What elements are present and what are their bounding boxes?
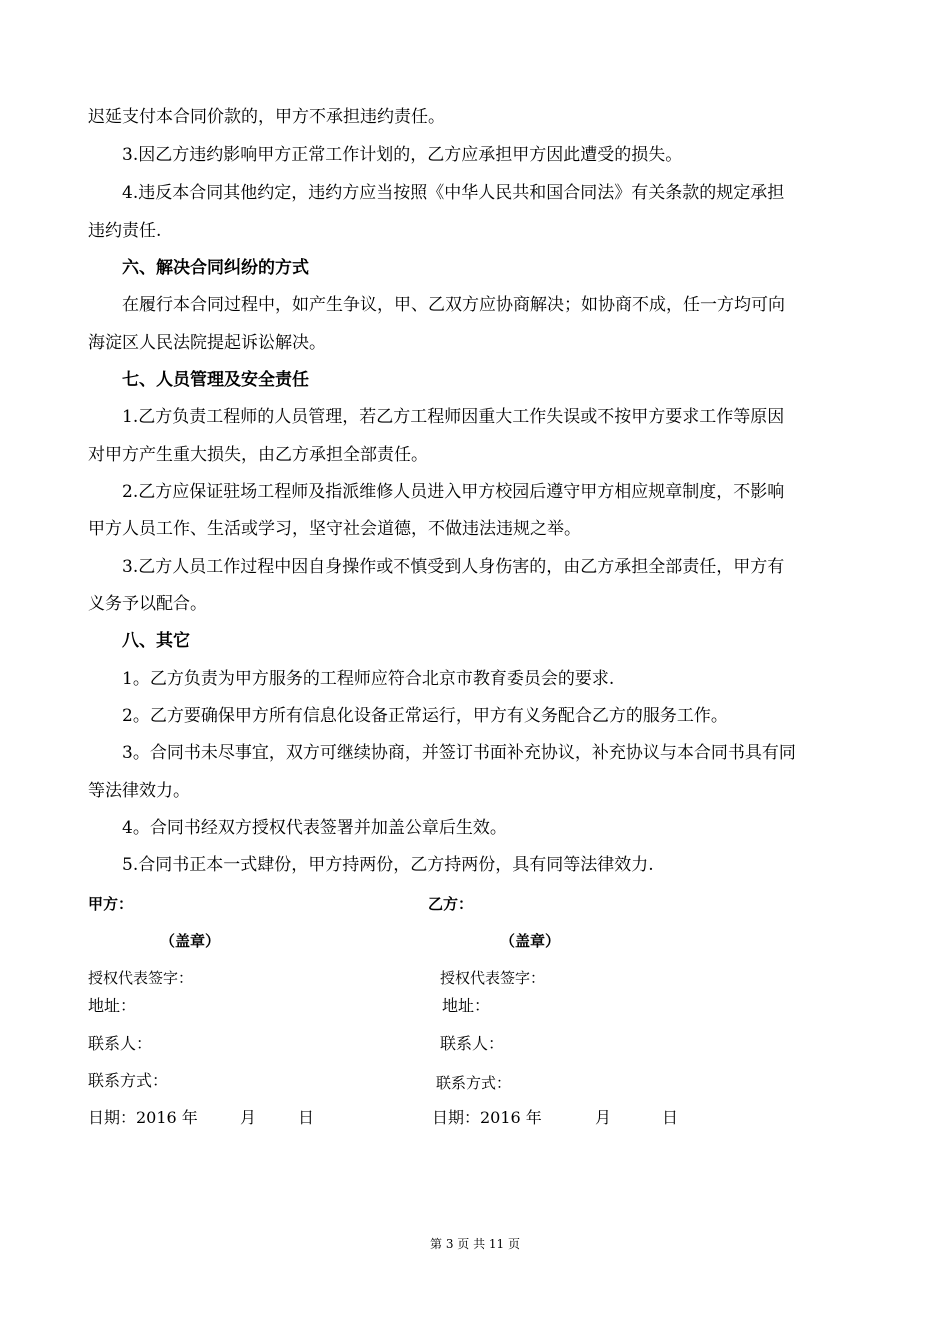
page-number-footer: 第 3 页 共 11 页: [430, 1237, 520, 1251]
party-a-date-day: 日: [298, 1108, 315, 1127]
party-b-seal: （盖章）: [500, 932, 561, 950]
body-line: 甲方人员工作、生活或学习，坚守社会道德，不做违法违规之举。: [88, 519, 581, 539]
clause-7-1: 1.乙方负责工程师的人员管理，若乙方工程师因重大工作失误或不按甲方要求工作等原因: [122, 407, 785, 427]
clause-5-4: 4.违反本合同其他约定，违约方应当按照《中华人民共和国合同法》有关条款的规定承担: [122, 183, 785, 203]
party-a-seal: （盖章）: [160, 932, 221, 950]
clause-7-3: 3.乙方人员工作过程中因自身操作或不慎受到人身伤害的，由乙方承担全部责任，甲方有: [122, 557, 785, 577]
party-b-date-month: 月: [595, 1108, 612, 1127]
body-line: 违约责任.: [88, 221, 162, 241]
body-line: 义务予以配合。: [88, 594, 207, 614]
party-a-contact-method: 联系方式：: [88, 1071, 169, 1090]
clause-8-2: 2。乙方要确保甲方所有信息化设备正常运行，甲方有义务配合乙方的服务工作。: [122, 706, 728, 726]
party-a-date: 日期：2016 年: [88, 1108, 198, 1127]
body-line: 对甲方产生重大损失，由乙方承担全部责任。: [88, 445, 428, 465]
clause-6-text: 在履行本合同过程中，如产生争议，甲、乙双方应协商解决；如协商不成，任一方均可向: [122, 295, 785, 315]
party-b-title: 乙方：: [428, 895, 474, 913]
body-line: 迟延支付本合同价款的，甲方不承担违约责任。: [88, 107, 445, 127]
party-a-title: 甲方：: [88, 895, 134, 913]
party-a-address: 地址：: [88, 996, 137, 1015]
clause-7-2: 2.乙方应保证驻场工程师及指派维修人员进入甲方校园后遵守甲方相应规章制度，不影响: [122, 482, 785, 502]
clause-8-3: 3。合同书未尽事宜，双方可继续协商，并签订书面补充协议，补充协议与本合同书具有同: [122, 743, 796, 763]
section-heading-7: 七、人员管理及安全责任: [122, 370, 309, 390]
clause-8-5: 5.合同书正本一式肆份，甲方持两份，乙方持两份，具有同等法律效力.: [122, 855, 654, 875]
party-b-date-day: 日: [662, 1108, 679, 1127]
party-b-rep-signature: 授权代表签字：: [440, 969, 546, 987]
party-a-rep-signature: 授权代表签字：: [88, 969, 194, 987]
clause-8-4: 4。合同书经双方授权代表签署并加盖公章后生效。: [122, 818, 507, 838]
party-a-contact: 联系人：: [88, 1034, 153, 1053]
party-b-contact-method: 联系方式：: [436, 1074, 512, 1092]
body-line: 海淀区人民法院提起诉讼解决。: [88, 333, 326, 353]
party-b-date: 日期：2016 年: [432, 1108, 542, 1127]
party-a-date-month: 月: [240, 1108, 257, 1127]
clause-5-3: 3.因乙方违约影响甲方正常工作计划的，乙方应承担甲方因此遭受的损失。: [122, 145, 683, 165]
party-b-contact: 联系人：: [440, 1034, 505, 1053]
section-heading-6: 六、解决合同纠纷的方式: [122, 258, 309, 278]
clause-8-1: 1。乙方负责为甲方服务的工程师应符合北京市教育委员会的要求.: [122, 669, 615, 689]
party-b-address: 地址：: [442, 996, 491, 1015]
section-heading-8: 八、其它: [122, 631, 190, 651]
body-line: 等法律效力。: [88, 781, 190, 801]
